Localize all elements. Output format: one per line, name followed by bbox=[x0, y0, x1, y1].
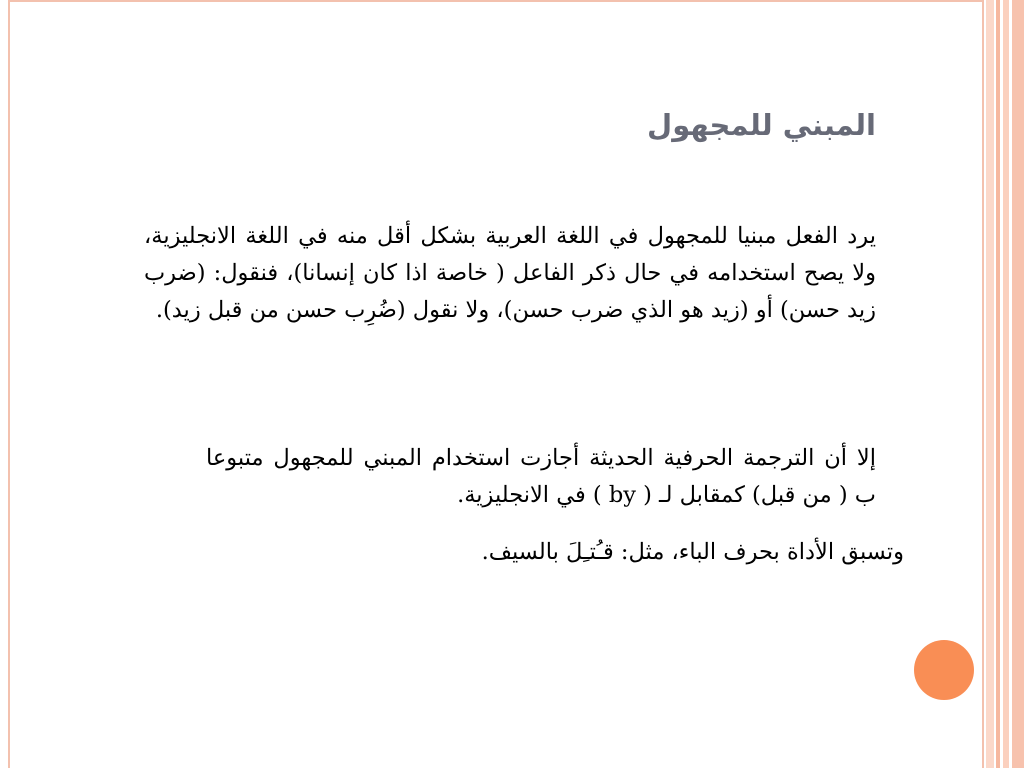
decorative-stripe bbox=[986, 0, 994, 768]
body-paragraph-3: وتسبق الأداة بحرف الباء، مثل: قـُتـِلَ بالسيف. bbox=[481, 539, 904, 565]
slide-title: المبني للمجهول bbox=[647, 108, 876, 142]
slide-frame-top-border bbox=[8, 0, 984, 2]
decorative-stripe bbox=[1003, 0, 1009, 768]
decorative-orange-circle bbox=[914, 640, 974, 700]
decorative-stripe bbox=[996, 0, 1000, 768]
decorative-stripe bbox=[1012, 0, 1024, 768]
slide-frame-right-border bbox=[982, 0, 984, 768]
slide-frame-left-border bbox=[8, 0, 10, 768]
body-paragraph-1: يرد الفعل مبنيا للمجهول في اللغة العربية بشكل أقل منه في اللغة الانجليزية، ولا يصح استخدامه في حال ذكر الفاعل ( خاصة اذا كان إنسانا)، فنقول: (ضرب زيد حسن) أو (زيد هو الذي ضرب حسن)، ولا نقول (ضُرِب حسن من قبل زيد). bbox=[144, 223, 876, 323]
body-paragraph-2: إلا أن الترجمة الحرفية الحديثة أجازت استخدام المبني للمجهول متبوعا ب ( من قبل) كمقابل لـ ( by ) في الانجليزية. bbox=[206, 445, 876, 508]
